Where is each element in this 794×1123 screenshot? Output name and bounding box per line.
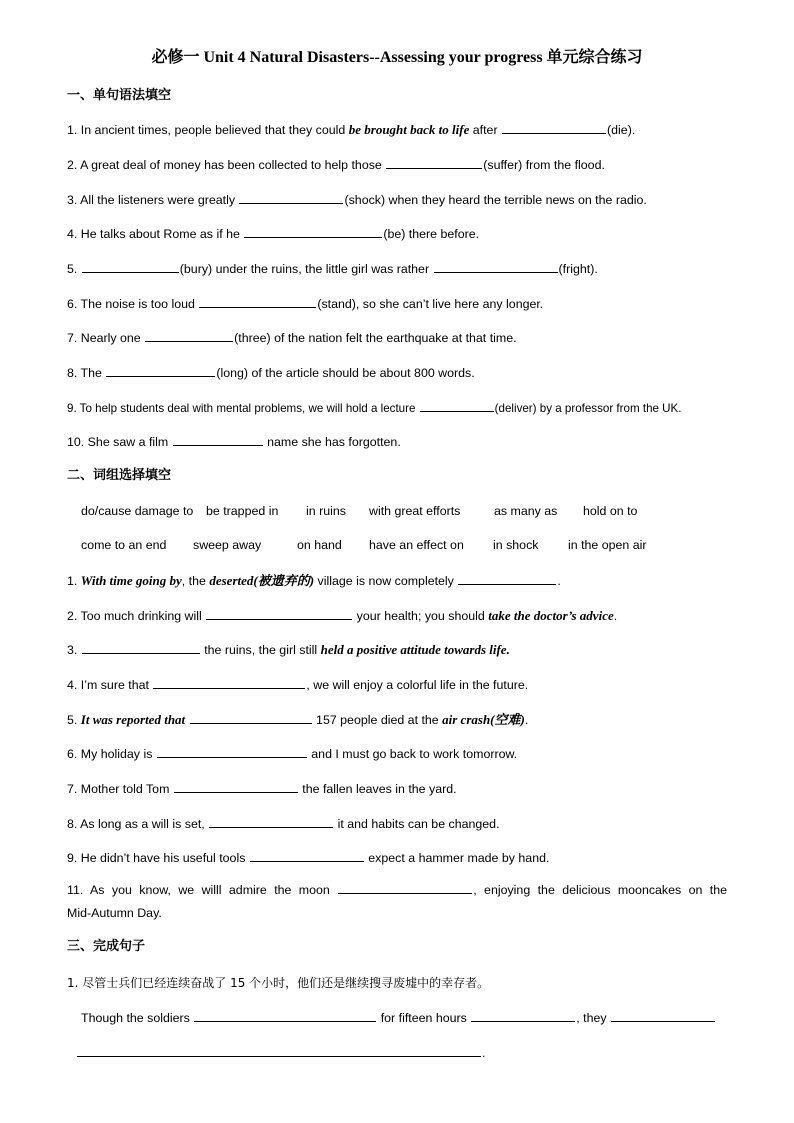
answer-blank[interactable]	[199, 294, 316, 308]
question-2-8: 8. As long as a will is set, it and habits can be changed.	[67, 814, 500, 833]
question-1-2: 2. A great deal of money has been collected to help those (suffer) from the flood.	[67, 155, 605, 174]
question-3-1-prompt: 1. 尽管士兵们已经连续奋战了 15 个小时，他们还是继续搜寻废墟中的幸存者。	[67, 976, 490, 990]
section-heading-complete-sentences: 三、完成句子	[67, 939, 146, 954]
answer-blank[interactable]	[611, 1008, 715, 1022]
answer-blank[interactable]	[209, 814, 333, 828]
question-1-4: 4. He talks about Rome as if he (be) there before.	[67, 224, 479, 243]
phrase-option: hold on to	[583, 504, 638, 518]
question-2-6: 6. My holiday is and I must go back to work tomorrow.	[67, 744, 517, 763]
phrase-option: in the open air	[568, 538, 647, 552]
question-2-11: 11. As you know, we willl admire the moon , enjoying the delicious mooncakes on the	[67, 880, 727, 901]
page-title: 必修一 Unit 4 Natural Disasters--Assessing your progress 单元综合练习	[151, 49, 643, 66]
phrase-bank-row-2	[81, 536, 647, 554]
answer-blank[interactable]	[153, 675, 305, 689]
answer-blank[interactable]	[206, 606, 352, 620]
question-1-7: 7. Nearly one (three) of the nation felt the earthquake at that time.	[67, 328, 517, 347]
question-3-1-answer-line: Though the soldiers for fifteen hours , they	[81, 1008, 716, 1027]
question-2-7: 7. Mother told Tom the fallen leaves in the yard.	[67, 779, 457, 798]
phrase-option: sweep away	[193, 538, 262, 552]
answer-blank[interactable]	[82, 259, 179, 273]
phrase-option: have an effect on	[369, 538, 464, 552]
question-2-9: 9. He didn’t have his useful tools expect a hammer made by hand.	[67, 848, 549, 867]
question-2-1: 1. With time going by, the deserted(被遗弃的) village is now completely .	[67, 573, 561, 588]
question-2-11-continued: Mid-Autumn Day.	[67, 906, 162, 920]
question-1-10: 10. She saw a film name she has forgotten.	[67, 432, 401, 451]
phrase-option: on hand	[297, 538, 342, 552]
answer-blank[interactable]	[420, 398, 494, 412]
answer-blank[interactable]	[174, 779, 298, 793]
question-2-4: 4. I’m sure that , we will enjoy a colorful life in the future.	[67, 675, 528, 694]
phrase-option: in shock	[493, 538, 539, 552]
answer-blank[interactable]	[145, 328, 233, 342]
answer-blank[interactable]	[458, 571, 556, 585]
answer-blank[interactable]	[173, 432, 263, 446]
answer-blank[interactable]	[239, 190, 343, 204]
question-1-9: 9. To help students deal with mental problems, we will hold a lecture (deliver) by a professor from the UK.	[67, 398, 682, 418]
answer-blank[interactable]	[250, 848, 364, 862]
phrase-option: as many as	[494, 504, 558, 518]
phrase-option: do/cause damage to	[81, 504, 194, 518]
answer-blank[interactable]	[194, 1008, 376, 1022]
phrase-option: with great efforts	[369, 504, 461, 518]
phrase-option: be trapped in	[206, 504, 279, 518]
question-2-3: 3. the ruins, the girl still held a positive attitude towards life.	[67, 642, 510, 657]
question-1-6: 6. The noise is too loud (stand), so she can’t live here any longer.	[67, 294, 543, 313]
question-1-5: 5. (bury) under the ruins, the little girl was rather (fright).	[67, 259, 598, 278]
answer-blank[interactable]	[471, 1008, 575, 1022]
section-heading-grammar: 一、单句语法填空	[67, 88, 172, 103]
phrase-option: in ruins	[306, 504, 346, 518]
answer-blank[interactable]	[386, 155, 482, 169]
question-2-2: 2. Too much drinking will your health; you should take the doctor’s advice.	[67, 608, 618, 623]
answer-blank[interactable]	[434, 259, 558, 273]
answer-blank[interactable]	[190, 710, 312, 724]
answer-blank[interactable]	[502, 120, 606, 134]
phrase-bank-row-1	[81, 502, 637, 520]
answer-blank[interactable]	[77, 1043, 481, 1057]
phrase-option: come to an end	[81, 538, 167, 552]
question-1-8: 8. The (long) of the article should be about 800 words.	[67, 363, 475, 382]
answer-blank[interactable]	[106, 363, 215, 377]
question-1-3: 3. All the listeners were greatly (shock) when they heard the terrible news on the radio.	[67, 190, 647, 209]
question-1-1: 1. In ancient times, people believed that they could be brought back to life after (die).	[67, 122, 636, 137]
section-heading-phrases: 二、词组选择填空	[67, 468, 172, 483]
answer-blank[interactable]	[244, 224, 382, 238]
question-2-5: 5. It was reported that 157 people died at the air crash(空难).	[67, 712, 529, 727]
answer-blank[interactable]	[157, 744, 307, 758]
answer-blank[interactable]	[82, 640, 200, 654]
answer-blank[interactable]	[338, 880, 472, 894]
question-3-1-answer-line-2: .	[76, 1043, 485, 1062]
